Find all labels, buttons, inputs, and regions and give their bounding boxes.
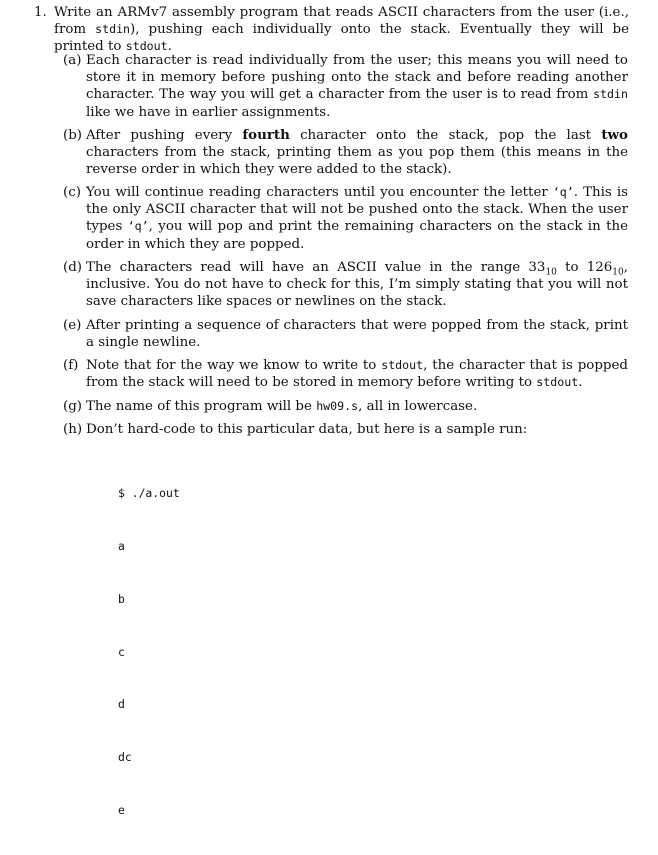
item-label: (g) bbox=[63, 399, 83, 414]
item-text-part: , the character that is popped from the stack will need to be stored in memory before writing to bbox=[86, 358, 628, 391]
item-label: (e) bbox=[63, 318, 82, 333]
list-item-h bbox=[63, 421, 628, 438]
item-text bbox=[86, 357, 628, 391]
item-label: (f) bbox=[63, 358, 79, 373]
item-text bbox=[86, 259, 628, 311]
item-text bbox=[86, 52, 628, 121]
code-stdin: stdin bbox=[95, 22, 131, 37]
item-label: (d) bbox=[63, 260, 83, 275]
sample-run-output bbox=[118, 450, 180, 855]
subscript-base: 10 bbox=[545, 267, 557, 278]
item-text: After printing a sequence of characters that were popped from the stack, print a single newline. bbox=[86, 318, 628, 351]
list-item-f bbox=[63, 357, 628, 391]
sample-line: a bbox=[118, 538, 125, 553]
item-text-part: . This is the only ASCII character that will not be pushed onto the stack. When the user types bbox=[86, 185, 628, 235]
code-q: ‘q’ bbox=[552, 185, 574, 199]
item-text-part: Each character is read individually from the user; this means you will need to store it in memory before pushing onto the stack and before reading another character. The way you will get a character from the user is to read from bbox=[86, 53, 628, 103]
list-item-g bbox=[63, 398, 628, 415]
sample-line: e bbox=[118, 802, 125, 817]
item-text-part: , you will pop and print the remaining characters on the stack in the order in which they are popped. bbox=[86, 219, 628, 252]
intro-text: ), pushing each individually onto the stack. Eventually they will be printed to bbox=[54, 22, 630, 55]
item-text bbox=[86, 398, 628, 415]
question-intro bbox=[54, 4, 629, 56]
sample-line: dc bbox=[118, 750, 132, 765]
intro-text: . bbox=[167, 39, 172, 55]
list-item-a bbox=[63, 52, 628, 121]
code-filename: hw09.s bbox=[316, 399, 359, 413]
item-text-part: characters from the stack, printing them as you pop them (this means in the reverse order in which they were added to the stack). bbox=[86, 145, 628, 178]
item-text-part: to 126 bbox=[565, 260, 613, 275]
emphasis-fourth: fourth bbox=[242, 127, 290, 143]
question-number: 1. bbox=[34, 5, 47, 20]
item-text-part: , inclusive. You do not have to check for this, I’m simply stating that you will not save characters like spaces or newlines on the stack. bbox=[86, 260, 628, 310]
item-text-part: You will continue reading characters until you encounter the letter bbox=[86, 185, 548, 200]
intro-text: Write an ARMv7 assembly program that reads ASCII characters from the user (i.e., from bbox=[54, 5, 629, 38]
code-stdout: stdout bbox=[125, 39, 168, 54]
item-label: (b) bbox=[63, 128, 83, 143]
item-text-part: The name of this program will be bbox=[86, 399, 312, 414]
item-text-part: Note that for the way we know to write to bbox=[86, 358, 377, 373]
item-text-part: like we have in earlier assignments. bbox=[86, 104, 331, 120]
sample-line: $ ./a.out bbox=[118, 486, 180, 501]
code-q: ‘q’ bbox=[127, 219, 149, 234]
list-item-d bbox=[63, 259, 628, 311]
emphasis-two: two bbox=[601, 127, 628, 143]
item-text-part: . bbox=[578, 375, 583, 391]
item-text bbox=[86, 127, 628, 179]
code-stdin: stdin bbox=[593, 87, 628, 102]
item-text bbox=[86, 184, 628, 253]
list-item-c bbox=[63, 184, 628, 253]
code-stdout: stdout bbox=[381, 358, 424, 372]
item-text-part: After pushing every bbox=[86, 128, 233, 143]
sample-line: c bbox=[118, 644, 125, 659]
item-label: (c) bbox=[63, 185, 81, 200]
subscript-base: 10 bbox=[612, 267, 624, 278]
item-text-part: , all in lowercase. bbox=[358, 399, 478, 414]
item-text-part: The characters read will have an ASCII value in the range 33 bbox=[86, 260, 546, 275]
sample-line: b bbox=[118, 591, 125, 606]
list-item-b bbox=[63, 127, 628, 179]
item-label: (a) bbox=[63, 53, 82, 68]
list-item-e bbox=[63, 317, 628, 351]
item-text: Don’t hard-code to this particular data, but here is a sample run: bbox=[86, 422, 528, 437]
sample-line: d bbox=[118, 697, 125, 712]
item-label: (h) bbox=[63, 422, 83, 437]
item-text-part: character onto the stack, pop the last bbox=[300, 128, 592, 143]
code-stdout: stdout bbox=[536, 375, 579, 390]
